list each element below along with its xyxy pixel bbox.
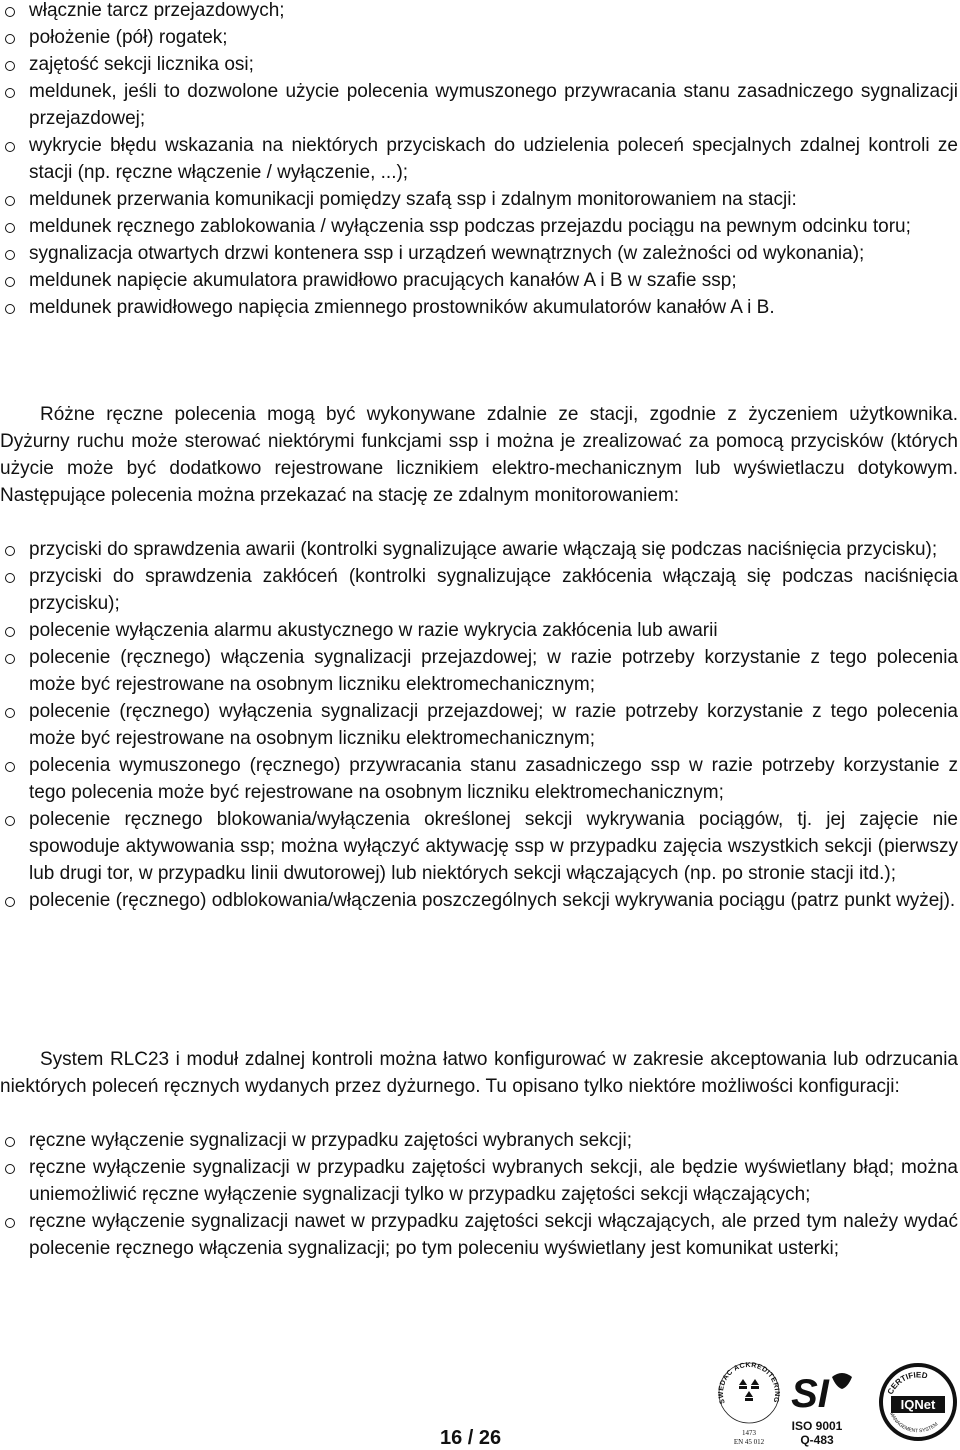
certification-logos: [712, 1355, 957, 1449]
list-item: ręczne wyłączenie sygnalizacji nawet w przypadku zajętości sekcji włączających, ale przed tym należy wydać polecenie ręcznego włączenia sygnalizacji; po tym poleceniu wyświetlany jest komunikat usterki;: [0, 1208, 958, 1262]
list-item: włącznie tarcz przejazdowych;: [0, 0, 958, 24]
list-item: położenie (pół) rogatek;: [0, 24, 958, 51]
list-item: meldunek, jeśli to dozwolone użycie polecenia wymuszonego przywracania stanu zasadniczego sygnalizacji przejazdowej;: [0, 78, 958, 132]
iso-label: ISO 9001: [791, 1419, 843, 1433]
list-item: przyciski do sprawdzenia zakłóceń (kontrolki sygnalizujące zakłócenia włączają się podczas naciśnięcia przycisku);: [0, 563, 958, 617]
si-iso-logo: [791, 1372, 852, 1447]
swedac-ring-text: SWEDAC ACKREDITERING: [717, 1361, 781, 1405]
swedac-logo: [718, 1362, 780, 1446]
iso-code: Q-483: [800, 1433, 834, 1447]
list-item: meldunek ręcznego zablokowania / wyłączenia ssp podczas przejazdu pociągu na pewnym odcinku toru;: [0, 213, 958, 240]
list-item: polecenie (ręcznego) włączenia sygnalizacji przejazdowej; w razie potrzeby korzystanie z tego polecenia może być rejestrowane na osobnym liczniku elektromechanicznym;: [0, 644, 958, 698]
list-item: ręczne wyłączenie sygnalizacji w przypadku zajętości wybranych sekcji, ale będzie wyświetlany błąd; można uniemożliwić ręczne wyłączenie sygnalizacji tylko w przypadku zajętości sekcji włączających;: [0, 1154, 958, 1208]
manual-commands-paragraph: Różne ręczne polecenia mogą być wykonywane zdalnie ze stacji, zgodnie z życzeniem użytkownika. Dyżurny ruchu może sterować niektórymi funkcjami ssp i można je zrealizować za pomocą przycisków (których użycie może być dodatkowo rejestrowane licznikiem elektro-mechanicznym lub wyświetlaczu dotykowym. Następujące polecenia można przekazać na stację ze zdalnym monitorowaniem:: [0, 404, 958, 506]
list-item: polecenie ręcznego blokowania/wyłączenia określonej sekcji wykrywania pociągów, tj. jej zajęcie nie spowoduje aktywowania ssp; można wyłączyć aktywację ssp w przypadku zajęcia wszystkich sekcji (pierwszy lub drugi tor, w przypadku linii dwutorowej) lub niektórych sekcji włączających (np. po stronie stacji itd.);: [0, 806, 958, 887]
status-reports-list: [0, 0, 958, 321]
list-item: meldunek przerwania komunikacji pomiędzy szafą ssp i zdalnym monitorowaniem na stacji:: [0, 186, 958, 213]
list-item: sygnalizacja otwartych drzwi kontenera ssp i urządzeń wewnątrznych (w zależności od wykonania);: [0, 240, 958, 267]
certified-text: CERTIFIED: [885, 1370, 929, 1396]
list-item: meldunek prawidłowego napięcia zmiennego prostowników akumulatorów kanałów A i B.: [0, 294, 958, 321]
si-text: SI: [791, 1372, 829, 1416]
iqnet-text: IQNet: [900, 1397, 936, 1412]
list-item: wykrycie błędu wskazania na niektórych przyciskach do udzielenia poleceń specjalnych zdalnej kontroli ze stacji (np. ręczne włączenie / wyłączenie, ...);: [0, 132, 958, 186]
list-item: polecenie wyłączenia alarmu akustycznego w razie wykrycia zakłócenia lub awarii: [0, 617, 958, 644]
list-item: polecenia wymuszonego (ręcznego) przywracania stanu zasadniczego ssp w razie potrzeby korzystanie z tego polecenia może być rejestrowane na osobnym liczniku elektromechanicznym;: [0, 752, 958, 806]
page-number: 16 / 26: [440, 1427, 502, 1449]
list-item: przyciski do sprawdzenia awarii (kontrolki sygnalizujące awarie włączają się podczas naciśnięcia przycisku);: [0, 536, 958, 563]
list-item: polecenie (ręcznego) odblokowania/włączenia poszczególnych sekcji wykrywania pociągu (patrz punkt wyżej).: [0, 887, 958, 914]
swedac-standard: EN 45 012: [733, 1438, 765, 1446]
swedac-number: 1473: [742, 1429, 756, 1437]
iqnet-ring-text: MANAGEMENT SYSTEM: [888, 1411, 940, 1435]
list-item: meldunek napięcie akumulatora prawidłowo pracujących kanałów A i B w szafie ssp;: [0, 267, 958, 294]
configuration-paragraph: System RLC23 i moduł zdalnej kontroli można łatwo konfigurować w zakresie akceptowania lub odrzucania niektórych poleceń ręcznych wydanych przez dyżurnego. Tu opisano tylko niektóre możliwości konfiguracji:: [0, 1049, 958, 1097]
list-item: polecenie (ręcznego) wyłączenia sygnalizacji przejazdowej; w razie potrzeby korzystanie z tego polecenia może być rejestrowane na osobnym liczniku elektromechanicznym;: [0, 698, 958, 752]
iqnet-logo: [881, 1365, 955, 1439]
remote-commands-list: [0, 536, 958, 914]
list-item: ręczne wyłączenie sygnalizacji w przypadku zajętości wybranych sekcji;: [0, 1127, 958, 1154]
list-item: zajętość sekcji licznika osi;: [0, 51, 958, 78]
configuration-options-list: [0, 1127, 958, 1262]
